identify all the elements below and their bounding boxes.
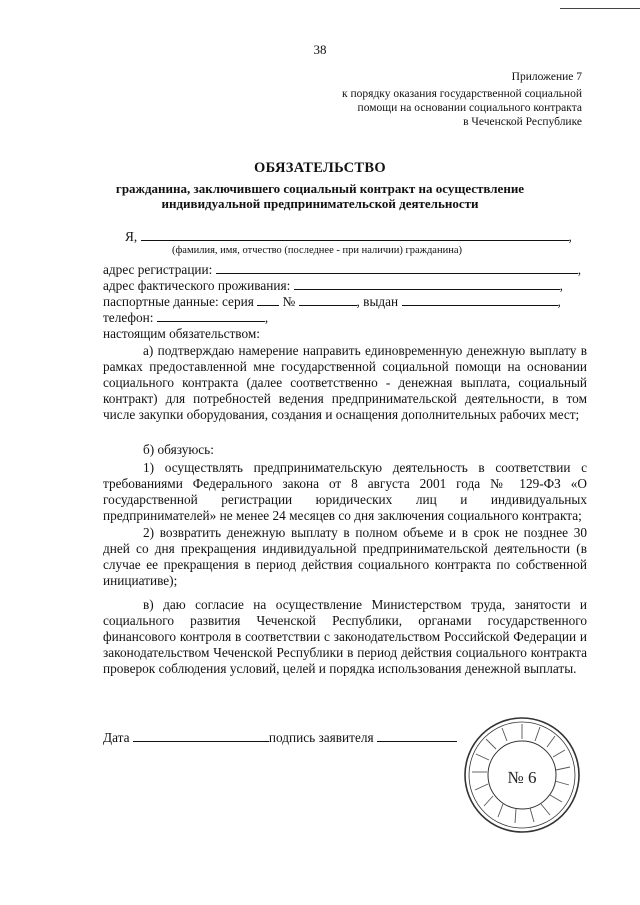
- clause-b: б) обязуюсь:: [143, 442, 214, 457]
- passport-number-label: №: [282, 294, 296, 309]
- phone-row: телефон: ,: [103, 310, 269, 325]
- appendix-line-2: к порядку оказания государственной социальной: [342, 88, 582, 100]
- date-label: Дата: [103, 730, 130, 745]
- clause-a: а) подтверждаю намерение направить единовременную денежную выплату в рамках предоставленной мне государственной социальной помощи на основании социального контракта (далее соответственно - денежная выплата, социальный контракт) для потребностей ведения предпринимательской деятельности, в том числе закупки оборудования, создания и оснащения дополнительных рабочих мест;: [103, 343, 587, 422]
- applicant-name-note: (фамилия, имя, отчество (последнее - при наличии) гражданина): [172, 245, 462, 256]
- passport-issued-label: , выдан: [356, 294, 399, 309]
- appendix-line-1: Приложение 7: [511, 71, 582, 83]
- document-subtitle-line-2: индивидуальной предпринимательской деятельности: [161, 196, 479, 211]
- signature-label: подпись заявителя: [268, 730, 374, 745]
- passport-number-blank: [299, 294, 357, 306]
- appendix-line-4: в Чеченской Республике: [463, 116, 582, 128]
- date-blank: [133, 730, 269, 742]
- actual-address-row: адрес фактического проживания: ,: [103, 278, 563, 293]
- signature-blank: [377, 730, 457, 742]
- top-edge-line: [560, 8, 640, 9]
- intro-text: настоящим обязательством:: [103, 326, 260, 341]
- document-subtitle-line-1: гражданина, заключившего социальный контракт на осуществление: [115, 181, 525, 196]
- clause-v: в) даю согласие на осуществление Министерством труда, занятости и социального развития Чеченской Республики, органами государственного финансового контроля в соответствии с законодательством Российской Федерации и законодательством Чеченской Республики в период действия социального контракта проверок соблюдения условий, целей и порядка использования денежной выплаты.: [103, 597, 587, 676]
- page-number: 38: [313, 42, 327, 57]
- document-title: ОБЯЗАТЕЛЬСТВО: [254, 160, 386, 176]
- applicant-name-row: Я, ,: [125, 229, 572, 244]
- registration-address-row: адрес регистрации: ,: [103, 262, 582, 277]
- actual-address-blank: [294, 278, 560, 290]
- passport-issued-blank: [402, 294, 558, 306]
- registration-address-blank: [216, 262, 578, 274]
- stamp-number: № 6: [507, 768, 537, 787]
- phone-label: телефон:: [103, 310, 154, 325]
- applicant-name-blank: [141, 229, 569, 241]
- signature-row: [103, 730, 457, 746]
- clause-b2: 2) возвратить денежную выплату в полном объеме и в срок не позднее 30 дней со дня прекращения индивидуальной предпринимательской деятельности (в случае ее прекращения в период действия социального контракта по собственной инициативе);: [103, 525, 587, 588]
- official-stamp-icon: [462, 715, 582, 835]
- actual-address-label: адрес фактического проживания:: [103, 278, 291, 293]
- clause-b1: 1) осуществлять предпринимательскую деятельность в соответствии с требованиями Федерального закона от 8 августа 2001 года № 129-ФЗ «О государственной регистрации юридических лиц и индивидуальных предпринимателей» не менее 24 месяцев со дня заключения социального контракта;: [103, 460, 587, 523]
- passport-series-blank: [257, 294, 279, 306]
- phone-blank: [157, 310, 265, 322]
- registration-address-label: адрес регистрации:: [103, 262, 213, 277]
- passport-row: паспортные данные: серия № , выдан ,: [103, 294, 561, 309]
- applicant-name-label: Я,: [125, 229, 138, 244]
- passport-series-label: паспортные данные: серия: [103, 294, 254, 309]
- appendix-line-3: помощи на основании социального контракта: [357, 102, 582, 114]
